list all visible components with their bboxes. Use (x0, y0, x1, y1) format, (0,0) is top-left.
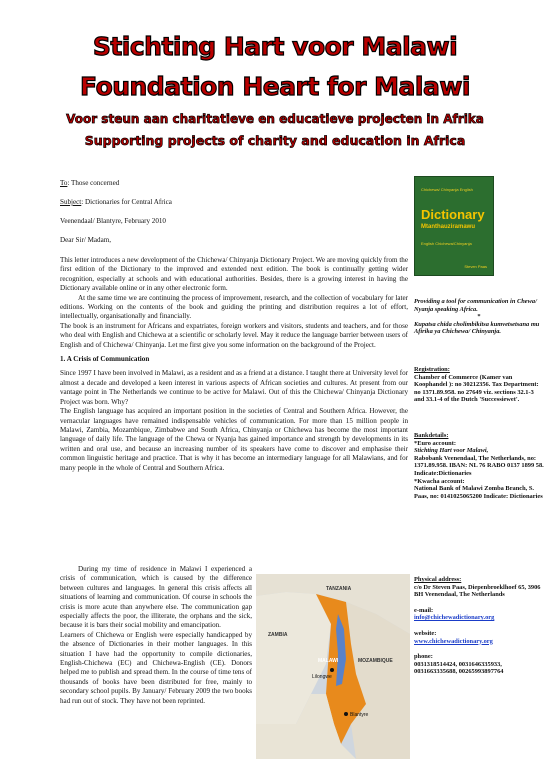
to-value: : Those concerned (67, 179, 120, 187)
paragraph-improvement: At the same time we are continuing the process of improvement, research, and the collection of vocabulary for later editions. Working on the contents of the book and guiding the printing and distribution requires a lot of effort, intellectually, organisationally and financially. (60, 293, 408, 321)
section-heading-crisis: 1. A Crisis of Communication (60, 355, 150, 364)
to-line (60, 179, 408, 188)
registration-text: Chamber of Commerce (Kamer van Koophandel ): no 30212356. Tax Department: no 1371.89.958. no 27649 viz. sections 32.1-3 and 33.1-4 of the Dutch 'Successiewet'. (414, 373, 539, 404)
sidebar-contact (414, 576, 544, 676)
sidebar-bank-details (414, 432, 544, 500)
address-label: Physical address: (414, 576, 462, 583)
book-title: Dictionary (421, 207, 485, 222)
foundation-title-english: Foundation Heart for Malawi (80, 72, 470, 101)
phone-numbers: 0031318514424, 0031646335933, 0031663335688, 00265993897764 (414, 660, 504, 676)
map-label-lilongwe: Lilongwe (312, 674, 332, 680)
map-label-mozambique: MOZAMBIQUE (358, 658, 393, 664)
euro-account-label: *Euro account: (414, 439, 456, 447)
paragraph-crisis: During my time of residence in Malawi I experienced a crisis of communication, which is caused by the difference between cultures and languages. In general this crisis affects all situations of learning and communication. Of course in schools the crisis is more acute than anywhere else. The communication gap especially affects the poor, the illiterate, the orphans and the sick, because it is bars their social mobility and emancipation. (60, 565, 252, 630)
bank-label: Bankdetails: (414, 432, 449, 439)
sidebar-registration (414, 366, 544, 404)
email-label: e-mail: (414, 606, 434, 614)
subject-line (60, 198, 408, 207)
tagline-dutch: Voor steun aan charitatieve en educatieve projecten in Afrika (66, 112, 484, 126)
paragraph-instrument: The book is an instrument for Africans and expatriates, foreign workers and visitors, students and teachers, and for those who deal with English and Chichewa at a scientific or scholarly level. May it reduce the language barrier between users of English and of Chichewa/ Chinyanja. Let me first give you some information on the background of the Project. (60, 321, 408, 349)
book-subtitle: Mtanthauziramawu (421, 224, 476, 230)
motto-english: Providing a tool for communication in Chewa/ Nyanja speaking Africa. (414, 298, 537, 313)
book-author: Steven Paas (464, 264, 487, 269)
place-date: Veenendaal/ Blantyre, February 2010 (60, 217, 166, 225)
map-label-malawi: MALAWI (318, 658, 339, 664)
dictionary-book-cover (414, 176, 494, 276)
paragraph-intro: This letter introduces a new development of the Chichewa/ Chinyanja Dictionary Project. We are moving quickly from the first edition of the Dictionary to the improved and extended next edition. The book is continually getting wider recognition, especially at schools and with educational authorities. Besides, there is a growing interest in having the Dictionary available online or in any other electronic form. (60, 256, 408, 293)
map-of-malawi (256, 574, 410, 759)
tagline-english: Supporting projects of charity and education in Africa (84, 133, 466, 148)
book-small-text: English Chichewa/Chinyanja (421, 241, 472, 246)
euro-account-details: Rabobank Veenendaal, The Netherlands, no: 1371.89.958. IBAN: NL 76 RABO 0137 1899 58. Indicate:Dictionaries (414, 454, 544, 477)
map-label-tanzania: TANZANIA (326, 586, 352, 592)
registration-label: Registration: (414, 366, 450, 373)
map-label-zambia: ZAMBIA (268, 632, 288, 638)
to-label: To (60, 179, 68, 187)
kwacha-account-label: *Kwacha account: (414, 477, 465, 485)
phone-label: phone: (414, 653, 433, 661)
kwacha-account-details: National Bank of Malawi Zomba Branch, S. Paas, no: 0141025065200 Indicate: Dictionaries (414, 485, 543, 500)
physical-address: c/o Dr Steven Paas, Diepenbroeklhoef 65, 3906 BH Veenendaal, The Netherlands (414, 583, 541, 599)
website-label: website: (414, 629, 437, 637)
letter-body (60, 256, 408, 473)
paragraph-english-position: The English language has acquired an important position in the societies of Central and Southern Africa. However, the vernacular languages have remained indispensable vehicles of communication. For more than 15 million people in Malawi, Zambia, Mozambique, Zimbabwe and South Africa, Chinyanja or Chichewa has become the most important language of daily life. The language of the Chewa or Nyanja has gained importance and strength by developments in its written and oral use, and because an increasing number of its speakers have come to discover and emphasise their common linguistic heritage and practice. That is why it has become an intermediary language for all Malawians, and for many people in the whole of Central and Southern Africa. (60, 407, 408, 472)
letter-body-wrapped (60, 565, 252, 706)
website-link[interactable]: www.chichewadictionary.org (414, 637, 493, 645)
email-link[interactable]: info@chichewadictionary.org (414, 614, 495, 622)
book-top-text: Chichewa/ Chinyanja English (421, 187, 473, 192)
paragraph-involvement: Since 1997 I have been involved in Malawi, as a resident and as a friend at a distance. I taught there at University level for almost a decade and developed a keen interest in various aspects of African societies and cultures. At present from our vantage point in The Netherlands we continue to be active for Malawi. Out of this the Chichewa/ Chinyanja Dictionary Project was born. Why? (60, 369, 408, 406)
malawi-map-graphic (256, 574, 410, 759)
euro-account-name: Stichting Hart voor Malawi, (414, 447, 489, 455)
subject-value: : Dictionaries for Central Africa (81, 198, 172, 206)
motto-separator: * (477, 313, 481, 321)
subject-label: Subject (60, 198, 82, 206)
foundation-title-dutch: Stichting Hart voor Malawi (92, 32, 458, 61)
paragraph-learners: Learners of Chichewa or English were especially handicapped by the absence of Dictionaries in their mother languages. In this situation I have had the opportunity to compile dictionaries, English-Chichewa (EC) and Chichewa-English (CE). Donors helped me to publish and spread them. In the course of time tens of thousands of books have been distributed for free, mainly to secondary school pupils. By January/ February 2009 the two books had run out of stock. They have not been reprinted. (60, 630, 252, 705)
salutation: Dear Sir/ Madam, (60, 236, 112, 244)
motto-chichewa: Kupatsa chida cholimbikitsa kumvetsetsana mu Afirika ya Chichewa/ Chinyanja. (414, 320, 540, 336)
sidebar-motto (414, 298, 544, 336)
map-label-blantyre: Blantyre (350, 712, 369, 718)
